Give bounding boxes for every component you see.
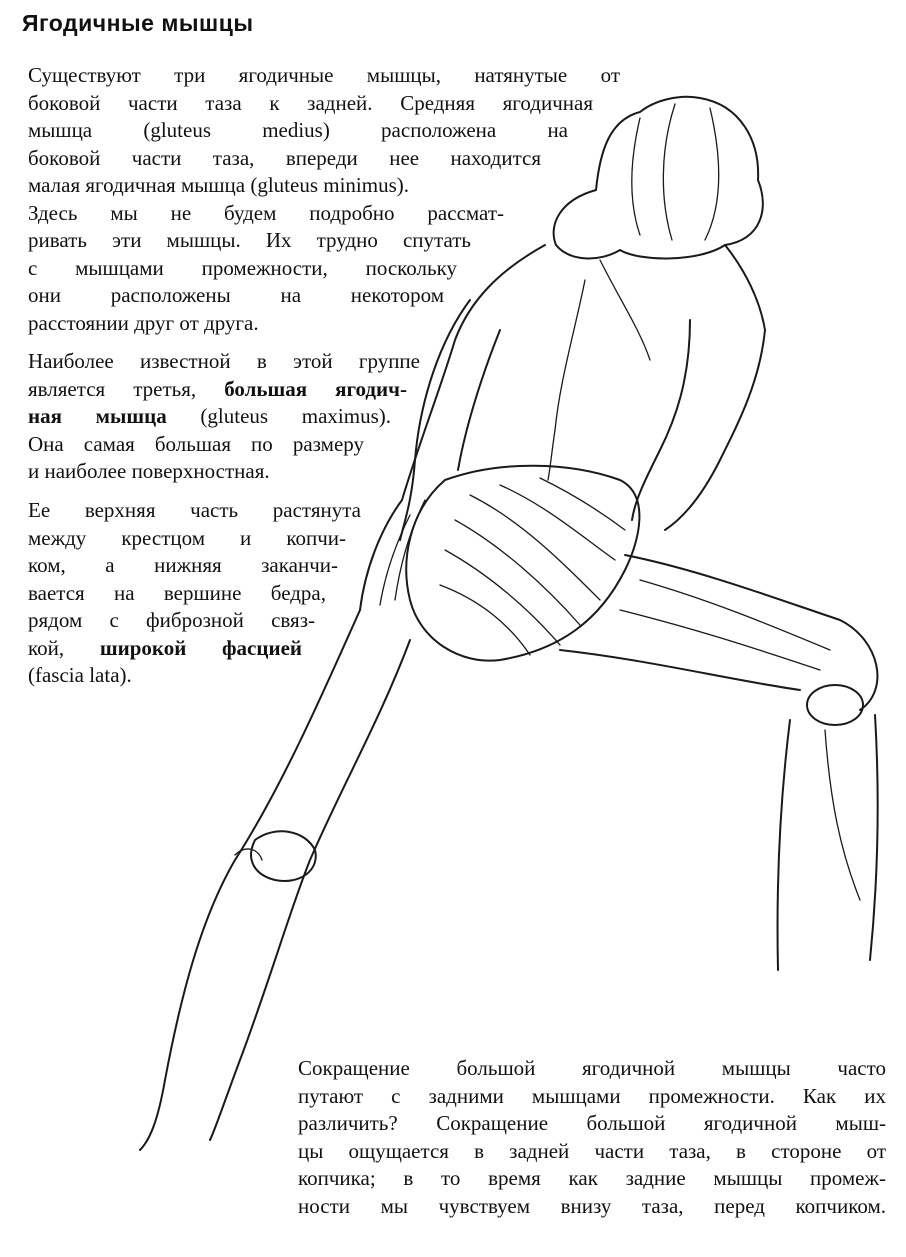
text-line: ривать эти мышцы. Их трудно спутать: [28, 228, 471, 252]
right-shoulder: [725, 245, 765, 330]
paragraph-attachment: [28, 497, 361, 690]
text-line: ности мы чувствуем внизу таза, перед копчиком.: [298, 1193, 886, 1218]
text-line: малая ягодичная мышца (gluteus minimus).: [28, 173, 409, 197]
muscle-fiber: [445, 550, 560, 645]
text-line: Ее верхняя часть растянута: [28, 498, 361, 522]
hair-strand: [663, 104, 675, 240]
text-fragment: является третья,: [28, 376, 225, 401]
bold-term: ная мышца: [28, 404, 167, 428]
text-line: Наиболее известной в этой группе: [28, 349, 420, 373]
thigh-lower: [560, 650, 800, 690]
text-line: [28, 403, 391, 431]
text-line: с мышцами промежности, поскольку: [28, 255, 457, 280]
muscle-fiber: [500, 485, 615, 560]
thigh-muscle-line: [640, 580, 830, 650]
back-knee-detail: [235, 849, 262, 860]
thigh-muscle-line: [620, 610, 820, 670]
knee: [807, 685, 863, 725]
gluteus-outline: [406, 466, 639, 661]
left-arm-inner: [458, 330, 500, 470]
text-line: рядом с фиброзной связ-: [28, 608, 315, 632]
text-line: копчика; в то время как задние мышцы промеж-: [298, 1166, 886, 1190]
text-line: Сокращение большой ягодичной мышцы часто: [298, 1056, 886, 1080]
muscle-fiber: [470, 495, 600, 600]
text-line: ком, а нижняя заканчи-: [28, 553, 338, 577]
hip-outline: [360, 500, 402, 610]
text-line: Она самая большая по размеру: [28, 431, 364, 456]
muscle-fiber: [440, 585, 530, 655]
bold-term: большая ягодич-: [224, 376, 407, 401]
bold-term: широкой фасцией: [99, 635, 302, 660]
text-line: боковой части таза, впереди нее находится: [28, 145, 541, 170]
front-shin-inner: [778, 720, 791, 970]
text-line: (fascia lata).: [28, 663, 132, 687]
thigh-upper: [625, 555, 877, 710]
page-title: Ягодичные мышцы: [22, 10, 254, 36]
text-line: цы ощущается в задней части таза, в стороне от: [298, 1138, 886, 1163]
text-line: мышца (gluteus medius) расположена на: [28, 118, 568, 142]
text-line: вается на вершине бедра,: [28, 580, 326, 605]
paragraph-contraction: [298, 1055, 886, 1220]
muscle-fiber: [455, 520, 580, 625]
text-fragment: (gluteus maximus).: [166, 404, 391, 428]
text-line: [28, 376, 407, 404]
text-line: Существуют три ягодичные мышцы, натянутые от: [28, 63, 620, 87]
hair-strand: [632, 118, 640, 235]
text-line: они расположены на некотором: [28, 283, 444, 307]
text-fragment: кой,: [28, 635, 100, 660]
text-line: боковой части таза к задней. Средняя ягодичная: [28, 90, 593, 115]
shin-line: [825, 730, 860, 900]
right-arm-outer: [665, 330, 765, 530]
muscle-fiber: [540, 478, 625, 530]
text-line: [28, 635, 302, 663]
muscle-fiber: [395, 500, 425, 600]
paragraph-gluteus-maximus: [28, 348, 420, 486]
text-line: Здесь мы не будем подробно рассмат-: [28, 200, 504, 225]
hair-strand: [705, 108, 719, 240]
front-shin-outer: [870, 715, 878, 960]
right-arm-inner: [632, 320, 690, 520]
text-line: расстоянии друг от друга.: [28, 310, 259, 335]
text-line: различить? Сокращение большой ягодичной мыш-: [298, 1111, 886, 1135]
back-knee-cap: [251, 831, 316, 881]
text-line: и наиболее поверхностная.: [28, 459, 270, 483]
text-line: путают с задними мышцами промежности. Как их: [298, 1083, 886, 1108]
muscle-fiber: [380, 515, 410, 605]
paragraph-intro: [28, 62, 620, 337]
text-line: между крестцом и копчи-: [28, 525, 346, 550]
